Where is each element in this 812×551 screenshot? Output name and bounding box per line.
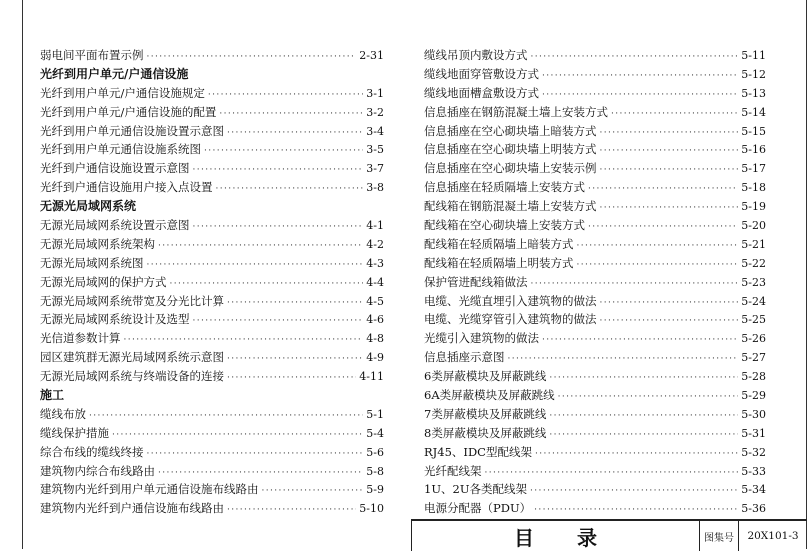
dot-leader: [588, 218, 738, 237]
toc-entry-title: 光纤到用户单元通信设施系统图: [40, 142, 201, 157]
toc-entry-title: RJ45、IDC型配线架: [424, 444, 532, 459]
toc-page-number: 5-18: [741, 181, 766, 195]
toc-page-number: 5-24: [741, 294, 766, 308]
dot-leader: [542, 67, 738, 86]
toc-page-number: 3-1: [366, 86, 384, 100]
toc-left-column: [40, 46, 384, 518]
dot-leader: [208, 86, 363, 105]
dot-leader: [534, 501, 738, 520]
toc-page-number: 3-4: [366, 124, 384, 138]
toc-entry[interactable]: [40, 499, 384, 518]
toc-entry[interactable]: [40, 310, 384, 329]
toc-entry-title: 无源光局域网系统图: [40, 255, 144, 270]
toc-entry-title: 电源分配器（PDU）: [424, 501, 532, 516]
toc-entry-title: 综合布线的缆线终接: [40, 444, 144, 459]
toc-entry-title: 施工: [40, 388, 65, 403]
dot-leader: [158, 237, 363, 256]
toc-page-number: 4-6: [366, 313, 384, 327]
dot-leader: [600, 199, 739, 218]
toc-entry-title: 信息插座示意图: [424, 350, 505, 365]
toc-page-number: 5-11: [741, 49, 766, 62]
toc-entry-title: 光信道参数计算: [40, 331, 121, 346]
toc-entry-title: 园区建筑群无源光局域网系统示意图: [40, 350, 224, 365]
toc-entry[interactable]: [40, 329, 384, 348]
toc-entry-title: 电缆、光缆穿管引入建筑物的做法: [424, 312, 597, 327]
toc-entry[interactable]: [424, 140, 766, 159]
toc-page-number: 5-22: [741, 256, 766, 270]
toc-page-number: 5-15: [741, 124, 766, 138]
dot-leader: [611, 105, 738, 124]
toc-entry-title: 配线箱在空心砌块墙上安装方式: [424, 218, 585, 233]
dot-leader: [112, 426, 363, 445]
toc-entry[interactable]: [40, 443, 384, 462]
dot-leader: [600, 294, 739, 313]
toc-entry[interactable]: [424, 273, 766, 292]
toc-entry-title: 配线箱在轻质隔墙上暗装方式: [424, 236, 574, 251]
toc-entry[interactable]: [424, 159, 766, 178]
atlas-number-value: 20X101-3: [747, 530, 799, 542]
toc-entry[interactable]: [40, 159, 384, 178]
toc-page-number: 5-34: [741, 483, 766, 497]
toc-page-number: 5-12: [741, 67, 766, 81]
toc-page-number: 5-33: [741, 464, 766, 478]
toc-page-number: 4-5: [366, 294, 384, 308]
dot-leader: [577, 256, 739, 275]
toc-entry-title: 光纤到户通信设施设置示意图: [40, 161, 190, 176]
toc-entry-title: 7类屏蔽模块及屏蔽跳线: [424, 406, 547, 421]
toc-entry[interactable]: [40, 292, 384, 311]
dot-leader: [193, 312, 364, 331]
toc-entry[interactable]: [424, 178, 766, 197]
toc-entry-title: 无源光局域网系统: [40, 199, 137, 214]
toc-page-number: 2-31: [359, 49, 384, 62]
toc-entry[interactable]: [424, 103, 766, 122]
toc-page-number: 5-29: [741, 389, 766, 403]
toc-entry-title: 信息插座在钢筋混凝土墙上安装方式: [424, 104, 608, 119]
toc-entry[interactable]: [424, 329, 766, 348]
toc-entry[interactable]: [40, 84, 384, 103]
toc-entry-title: 缆线保护措施: [40, 425, 109, 440]
toc-page-number: 4-11: [359, 370, 384, 384]
toc-page-number: 3-7: [366, 162, 384, 176]
toc-entry[interactable]: [424, 235, 766, 254]
toc-entry-title: 信息插座在空心砌块墙上明装方式: [424, 142, 597, 157]
toc-page-number: 5-10: [359, 502, 384, 516]
dot-leader: [227, 350, 363, 369]
dot-leader: [600, 142, 739, 161]
toc-entry[interactable]: [40, 216, 384, 235]
toc-entry[interactable]: [424, 197, 766, 216]
dot-leader: [588, 180, 738, 199]
toc-page-number: 5-26: [741, 332, 766, 346]
dot-leader: [204, 142, 363, 161]
dot-leader: [600, 312, 739, 331]
toc-entry[interactable]: [424, 122, 766, 141]
dot-leader: [535, 445, 738, 464]
dot-leader: [600, 124, 739, 143]
page-frame-left-border: [22, 0, 23, 549]
toc-entry-title: 配线箱在轻质隔墙上明装方式: [424, 255, 574, 270]
dot-leader: [193, 161, 364, 180]
toc-entry-title: 8类屏蔽模块及屏蔽跳线: [424, 425, 547, 440]
toc-entry-title: 无源光局域网系统设计及选型: [40, 312, 190, 327]
toc-entry-title: 无源光局域网的保护方式: [40, 274, 167, 289]
document-title: 目 录: [412, 521, 700, 551]
toc-entry[interactable]: [424, 216, 766, 235]
toc-entry[interactable]: [40, 178, 384, 197]
toc-page-number: 5-20: [741, 219, 766, 233]
dot-leader: [600, 161, 739, 180]
toc-section-heading: [40, 386, 384, 405]
toc-entry-title: 1U、2U各类配线架: [424, 482, 528, 497]
dot-leader: [227, 369, 356, 388]
toc-page-number: 5-27: [741, 351, 766, 365]
atlas-number-label: 图集号: [700, 521, 739, 551]
dot-leader: [227, 294, 363, 313]
toc-page-number: 4-9: [366, 351, 384, 365]
dot-leader: [89, 407, 363, 426]
dot-leader: [577, 237, 739, 256]
toc-entry-title: 无源光局域网系统带宽及分光比计算: [40, 293, 224, 308]
dot-leader: [531, 48, 739, 67]
toc-page-number: 4-3: [366, 256, 384, 270]
dot-leader: [549, 407, 738, 426]
toc-entry-title: 光纤到用户单元通信设施设置示意图: [40, 123, 224, 138]
toc-page-number: 3-8: [366, 181, 384, 195]
toc-section-heading: [40, 197, 384, 216]
toc-entry[interactable]: [40, 235, 384, 254]
toc-entry[interactable]: [424, 405, 766, 424]
toc-entry[interactable]: [40, 480, 384, 499]
toc-page-number: 5-30: [741, 407, 766, 421]
toc-page-number: 4-2: [366, 237, 384, 251]
toc-entry[interactable]: [424, 462, 766, 481]
toc-entry-title: 光缆引入建筑物的做法: [424, 331, 539, 346]
toc-entry[interactable]: [40, 367, 384, 386]
dot-leader: [542, 331, 738, 350]
toc-page-number: 5-13: [741, 86, 766, 100]
dot-leader: [549, 426, 738, 445]
toc-entry[interactable]: [424, 499, 766, 518]
toc-entry-title: 配线箱在钢筋混凝土墙上安装方式: [424, 199, 597, 214]
toc-entry-title: 建筑物内综合布线路由: [40, 463, 155, 478]
dot-leader: [549, 369, 738, 388]
toc-entry[interactable]: [424, 424, 766, 443]
toc-page-number: 4-1: [366, 219, 384, 233]
toc-entry[interactable]: [40, 405, 384, 424]
toc-entry[interactable]: [424, 443, 766, 462]
toc-page-number: 5-1: [366, 407, 384, 421]
toc-entry-title: 信息插座在轻质隔墙上安装方式: [424, 180, 585, 195]
toc-entry-title: 无源光局域网系统设置示意图: [40, 218, 190, 233]
toc-entry[interactable]: [40, 103, 384, 122]
toc-page-number: 5-23: [741, 275, 766, 289]
toc-entry-title: 缆线布放: [40, 406, 86, 421]
dot-leader: [530, 482, 738, 501]
toc-entry-title: 光纤到户通信设施用户接入点设置: [40, 180, 213, 195]
page-frame-right-border: [806, 0, 807, 549]
toc-entry-title: 建筑物内光纤到户通信设施布线路由: [40, 501, 224, 516]
toc-page-number: 5-6: [366, 445, 384, 459]
dot-leader: [219, 105, 363, 124]
dot-leader: [558, 388, 739, 407]
toc-entry-title: 建筑物内光纤到用户单元通信设施布线路由: [40, 482, 259, 497]
toc-entry[interactable]: [424, 46, 766, 65]
toc-entry-title: 6A类屏蔽模块及屏蔽跳线: [424, 388, 555, 403]
dot-leader: [216, 180, 364, 199]
toc-page-number: 5-17: [741, 162, 766, 176]
toc-entry-title: 无源光局域网系统与终端设备的连接: [40, 369, 224, 384]
dot-leader: [227, 501, 356, 520]
drawing-title-block: [411, 519, 807, 551]
toc-section-heading: [40, 65, 384, 84]
toc-page-number: 5-14: [741, 105, 766, 119]
toc-entry-title: 缆线吊顶内敷设方式: [424, 48, 528, 62]
toc-entry[interactable]: [40, 424, 384, 443]
toc-entry[interactable]: [40, 273, 384, 292]
toc-entry[interactable]: [424, 310, 766, 329]
dot-leader: [262, 482, 364, 501]
toc-entry-title: 信息插座在空心砌块墙上安装示例: [424, 161, 597, 176]
toc-entry-title: 电缆、光缆直埋引入建筑物的做法: [424, 293, 597, 308]
toc-page-number: 4-8: [366, 332, 384, 346]
toc-entry-title: 弱电间平面布置示例: [40, 48, 144, 62]
toc-entry[interactable]: [424, 480, 766, 499]
toc-entry-title: 光纤到用户单元/户通信设施规定: [40, 85, 205, 100]
toc-entry-title: 6类屏蔽模块及屏蔽跳线: [424, 369, 547, 384]
toc-entry[interactable]: [40, 462, 384, 481]
dot-leader: [227, 124, 363, 143]
toc-entry[interactable]: [40, 122, 384, 141]
toc-entry-title: 保护管进配线箱做法: [424, 274, 528, 289]
toc-page-number: 3-5: [366, 143, 384, 157]
toc-page-number: 5-31: [741, 426, 766, 440]
dot-leader: [193, 218, 364, 237]
toc-entry[interactable]: [40, 254, 384, 273]
toc-entry-title: 信息插座在空心砌块墙上暗装方式: [424, 123, 597, 138]
toc-page-number: 5-19: [741, 200, 766, 214]
toc-entry[interactable]: [424, 386, 766, 405]
toc-entry-title: 光纤到用户单元/户通信设施的配置: [40, 104, 217, 119]
toc-page-number: 5-21: [741, 237, 766, 251]
toc-entry-title: 无源光局域网系统架构: [40, 236, 155, 251]
toc-entry[interactable]: [424, 84, 766, 103]
toc-entry[interactable]: [40, 46, 384, 65]
toc-entry-title: 缆线地面穿管敷设方式: [424, 66, 539, 81]
toc-entry[interactable]: [40, 140, 384, 159]
toc-page-number: 5-9: [366, 483, 384, 497]
toc-entry[interactable]: [424, 367, 766, 386]
toc-page-number: 5-36: [741, 502, 766, 516]
toc-entry-title: 光纤到用户单元/户通信设施: [40, 66, 189, 81]
toc-entry[interactable]: [424, 292, 766, 311]
toc-page-number: 5-28: [741, 370, 766, 384]
dot-leader: [147, 445, 364, 464]
toc-page-number: 5-32: [741, 445, 766, 459]
toc-entry[interactable]: [424, 348, 766, 367]
toc-entry[interactable]: [40, 348, 384, 367]
toc-page-number: 5-8: [366, 464, 384, 478]
toc-entry-title: 光纤配线架: [424, 463, 482, 478]
toc-page-number: 5-25: [741, 313, 766, 327]
toc-entry[interactable]: [424, 254, 766, 273]
dot-leader: [147, 256, 364, 275]
toc-page-number: 4-4: [366, 275, 384, 289]
toc-entry[interactable]: [424, 65, 766, 84]
toc-page-number: 5-16: [741, 143, 766, 157]
toc-right-column: [424, 46, 766, 518]
toc-page-number: 5-4: [366, 426, 384, 440]
toc-entry-title: 缆线地面槽盒敷设方式: [424, 85, 539, 100]
toc-page-number: 3-2: [366, 105, 384, 119]
